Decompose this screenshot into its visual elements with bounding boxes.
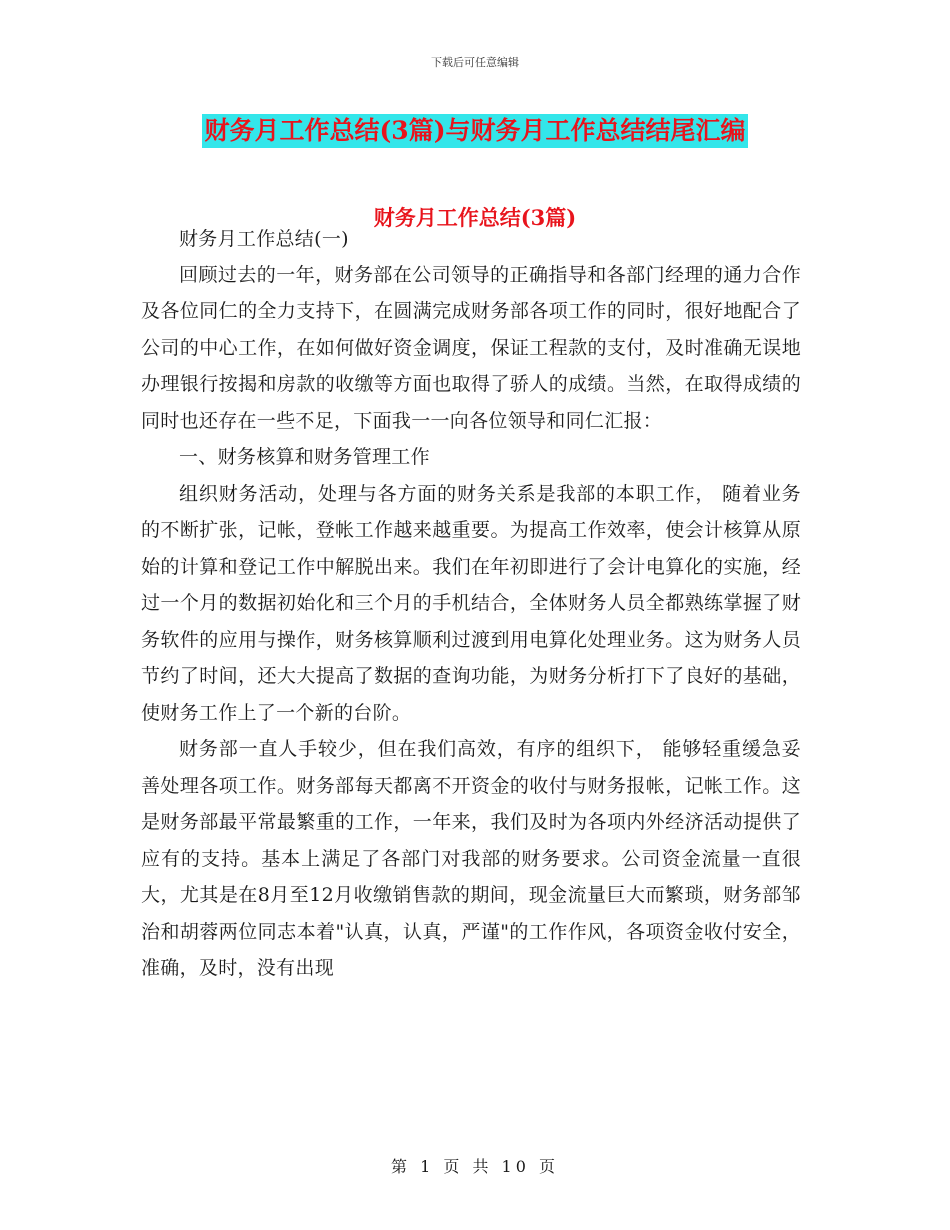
paragraph: 财务部一直人手较少，但在我们高效，有序的组织下， 能够轻重缓急妥善处理各项工作。财务部每天都离不开资金的收付与财务报帐，记帐工作。这是财务部最平常最繁重的工作，一年来，我们及时为各项内外经济活动提供了应有的支持。基本上满足了各部门对我部的财务要求。公司资金流量一直很大，尤其是在8月至12月收缴销售款的期间，现金流量巨大而繁琐，财务部邹治和胡蓉两位同志本着"认真，认真，严谨"的工作作风，各项资金收付安全，准确，及时，没有出现 — [141, 738, 801, 979]
section-title: 财务月工作总结(3篇) — [373, 205, 577, 230]
document-title: 财务月工作总结(3篇)与财务月工作总结结尾汇编 — [202, 114, 747, 148]
paragraph-subtitle: 财务月工作总结(一) — [179, 228, 349, 250]
paragraph-heading: 一、财务核算和财务管理工作 — [179, 446, 430, 468]
paragraph: 组织财务活动，处理与各方面的财务关系是我部的本职工作， 随着业务的不断扩张，记帐，登帐工作越来越重要。为提高工作效率，使会计核算从原始的计算和登记工作中解脱出来。我们在年初即进行了会计电算化的实施，经过一个月的数据初始化和三个月的手机结合，全体财务人员全都熟练掌握了财务软件的应用与操作，财务核算顺利过渡到用电算化处理业务。这为财务人员节约了时间，还大大提高了数据的查询功能，为财务分析打下了良好的基础，使财务工作上了一个新的台阶。 — [141, 482, 801, 724]
page-header-note: 下载后可任意编辑 — [431, 56, 519, 69]
document-body — [141, 220, 801, 987]
document-title-container — [0, 114, 950, 148]
paragraph: 回顾过去的一年，财务部在公司领导的正确指导和各部门经理的通力合作及各位同仁的全力支持下，在圆满完成财务部各项工作的同时，很好地配合了公司的中心工作，在如何做好资金调度，保证工程款的支付，及时准确无误地办理银行按揭和房款的收缴等方面也取得了骄人的成绩。当然，在取得成绩的同时也还存在一些不足，下面我一一向各位领导和同仁汇报： — [141, 263, 801, 432]
page-number-footer: 第 1 页 共 10 页 — [391, 1157, 559, 1176]
